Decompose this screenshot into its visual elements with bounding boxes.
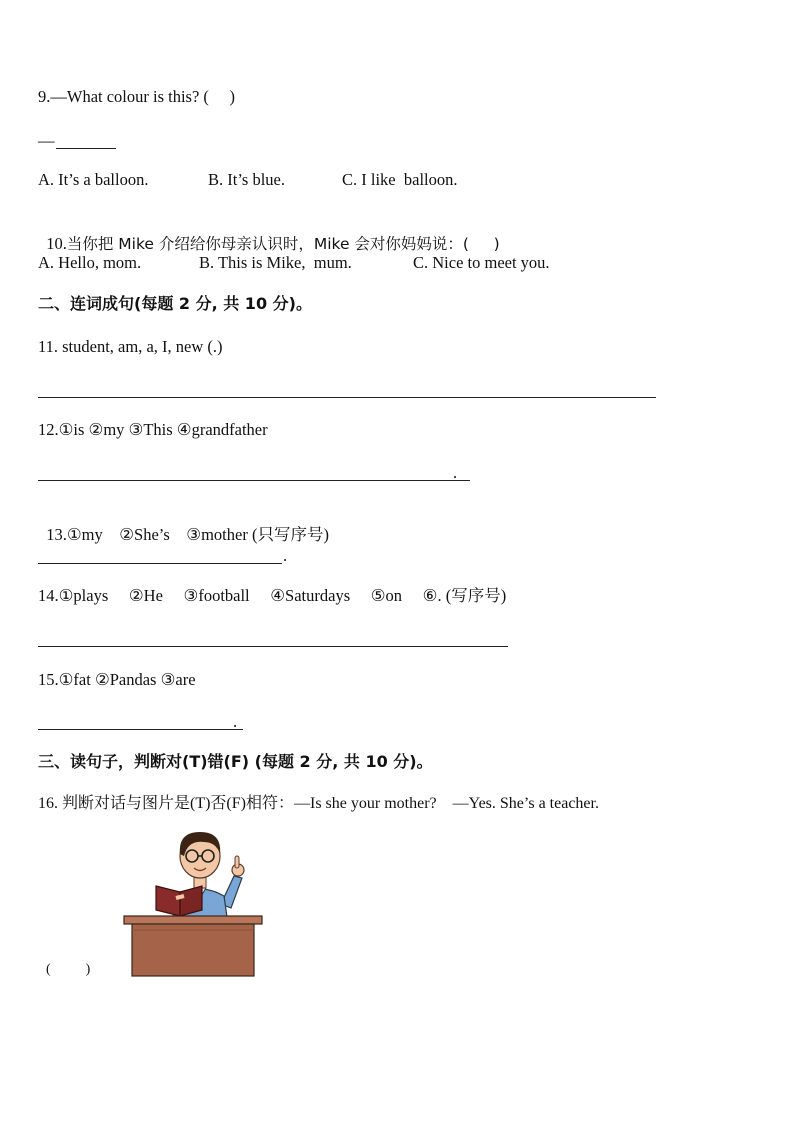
q9-question: 9.—What colour is this? ( ) [38,87,236,106]
q9-option-a[interactable]: A. It’s a balloon. [38,170,149,189]
q11-prompt: 11. student, am, a, I, new (.) [38,337,223,356]
q10-number: 10. [46,234,67,253]
q15-answer-line[interactable] [38,729,243,730]
q16-prompt: 16. 判断对话与图片是(T)否(F)相符：—Is she your mother? —Yes. She’s a teacher. [38,795,599,812]
q11-answer-line[interactable] [38,397,656,398]
section2-heading: 二、连词成句(每题 2 分, 共 10 分)。 [38,294,312,313]
q10-option-c[interactable]: C. Nice to meet you. [413,253,550,272]
q13-prompt-text: 13.①my ②She’s ③mother (只写序号) [46,525,329,544]
q13-prompt [38,502,329,546]
teacher-illustration [118,826,268,982]
q9-answer-prefix: — [38,131,55,150]
q14-answer-line[interactable] [38,646,508,647]
q10-option-a[interactable]: A. Hello, mom. [38,253,142,272]
q12-answer-period: . [453,463,458,482]
q15-answer-period: . [233,712,238,731]
q14-prompt: 14.①plays ②He ③football ④Saturdays ⑤on ⑥. (写序号) [38,586,507,605]
q13-answer-period: . [283,546,288,565]
q10-question [38,211,500,255]
q10-option-b[interactable]: B. This is Mike, mum. [199,253,352,272]
q9-option-b[interactable]: B. It’s blue. [208,170,285,189]
q13-answer-line[interactable] [38,563,282,564]
q9-option-c[interactable]: C. I like balloon. [342,170,458,189]
q10-question-text: 当你把 Mike 介绍给你母亲认识时，Mike 会对你妈妈说：( ) [66,235,500,253]
q15-prompt: 15.①fat ②Pandas ③are [38,670,196,689]
q12-prompt: 12.①is ②my ③This ④grandfather [38,420,268,439]
q12-answer-line[interactable] [38,480,470,481]
q9-answer-blank[interactable] [56,148,116,149]
q16-answer-parentheses[interactable]: ( ) [46,962,91,977]
section3-heading: 三、读句子，判断对(T)错(F) (每题 2 分, 共 10 分)。 [38,752,433,771]
